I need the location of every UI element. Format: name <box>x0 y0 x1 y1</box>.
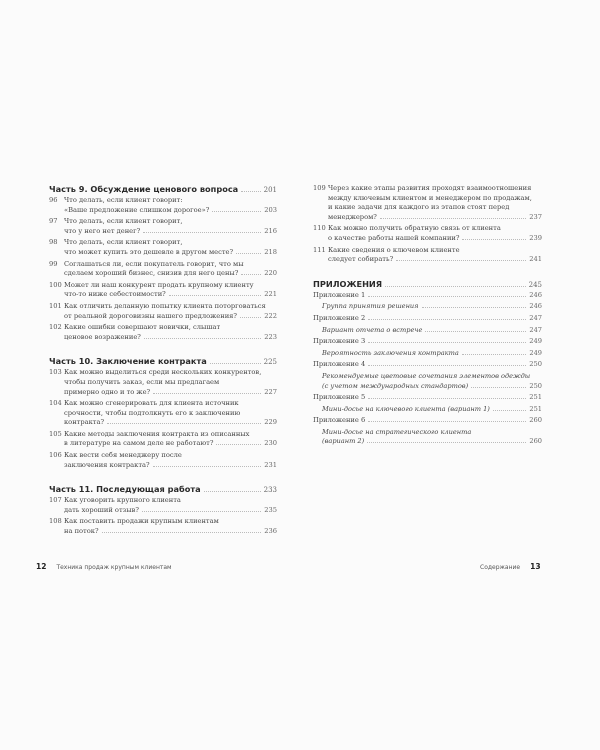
entry-last-line <box>322 349 542 359</box>
section-heading[interactable] <box>49 356 277 366</box>
entry-line: Что делать, если клиент говорит: <box>64 196 183 204</box>
dot-leader <box>107 423 261 424</box>
entry-line: между ключевым клиентом и менеджером по продажам, <box>328 193 532 202</box>
entry-text <box>64 496 277 515</box>
entry-number: 109 <box>313 184 326 192</box>
entry-line: что может купить это дешевле в другом месте? <box>64 247 234 256</box>
entry-line: Может ли наш конкурент продать крупному клиенту <box>64 280 254 289</box>
left-folio: 12 <box>36 562 47 571</box>
entry-number: 106 <box>49 451 62 460</box>
entry-text <box>64 517 277 536</box>
page-number: 201 <box>263 186 277 194</box>
page-number: 250 <box>529 381 542 390</box>
section-title: ПРИЛОЖЕНИЯ <box>313 278 383 289</box>
dot-leader <box>142 511 261 512</box>
page-number: 216 <box>264 226 277 235</box>
entry-last-line <box>64 418 277 428</box>
entry-text <box>64 196 277 215</box>
section-gap <box>49 344 277 356</box>
dot-leader <box>212 211 261 212</box>
entry-last-line <box>64 248 277 258</box>
page-number: 251 <box>529 393 542 402</box>
section-heading[interactable] <box>49 484 277 494</box>
entry-number: 96 <box>49 196 58 204</box>
dot-leader <box>204 491 261 492</box>
appendix-label: Приложение 6 <box>313 416 366 425</box>
dot-leader <box>368 398 526 399</box>
page-number: 251 <box>529 404 542 413</box>
entry-last-line <box>64 388 277 398</box>
entry-last-line <box>64 312 277 322</box>
entry-line: что у него нет денег? <box>64 226 141 235</box>
page-number: 249 <box>529 337 542 346</box>
page-number: 250 <box>529 360 542 369</box>
entry-line: «Ваше предложение слишком дорогое»? <box>64 205 210 214</box>
left-footer <box>36 562 172 571</box>
page-number: 260 <box>529 437 542 446</box>
toc-entry[interactable] <box>49 517 277 536</box>
appendix-entry[interactable] <box>313 360 542 370</box>
entry-line: Как поставить продажи крупным клиентам <box>64 517 219 526</box>
toc-entry[interactable] <box>313 246 542 265</box>
entry-number: 105 <box>49 429 62 438</box>
dot-leader <box>368 296 526 297</box>
toc-entry[interactable] <box>49 496 277 515</box>
entry-line: Как уговорить крупного клиента <box>64 496 181 505</box>
entry-text <box>64 368 277 397</box>
entry-number: 97 <box>49 217 58 226</box>
entry-line: в литературе на самом деле не работают? <box>64 439 214 448</box>
entry-number: 99 <box>49 259 58 268</box>
entry-number: 98 <box>49 238 58 247</box>
entry-line: (вариант 2) <box>322 437 365 446</box>
toc-entry[interactable] <box>49 451 277 470</box>
entry-line: Что делать, если клиент говорит, <box>64 238 183 247</box>
page-number: 246 <box>529 302 542 311</box>
page-number: 249 <box>529 348 542 357</box>
entry-line: о качестве работы нашей компании? <box>328 233 460 242</box>
entry-line: Мини-досье на стратегического клиента <box>322 427 472 436</box>
dot-leader <box>368 421 526 422</box>
entry-line: от реальной дороговизны нашего предложения? <box>64 311 237 320</box>
entry-last-line <box>322 437 542 447</box>
dot-leader <box>493 410 527 411</box>
page-number: 231 <box>264 460 277 469</box>
appendix-entry[interactable] <box>313 337 542 347</box>
entry-line: Соглашаться ли, если покупатель говорит, что мы <box>64 259 244 268</box>
right-footer <box>480 562 541 571</box>
entry-text <box>64 217 277 236</box>
section-title: Часть 9. Обсуждение ценового вопроса <box>49 184 239 194</box>
entry-line: что-то ниже себестоимости? <box>64 290 166 299</box>
entry-number: 104 <box>49 399 62 408</box>
entry-line: менеджером? <box>328 212 377 221</box>
entry-line: Вариант отчета о встрече <box>322 325 423 334</box>
page-number: 225 <box>263 358 277 367</box>
dot-leader <box>153 393 261 394</box>
page-number: 203 <box>264 205 277 214</box>
entry-text <box>64 323 277 342</box>
dot-leader <box>425 331 526 332</box>
entry-line: Какие методы заключения контракта из описанных <box>64 429 250 438</box>
page-number: 220 <box>264 269 277 278</box>
dot-leader <box>422 307 527 308</box>
entry-last-line <box>322 382 542 392</box>
entry-last-line <box>64 527 277 537</box>
toc-entry[interactable] <box>49 260 277 279</box>
right-running-title: Содержание <box>480 564 521 571</box>
page-number: 222 <box>264 311 277 320</box>
entry-line: контракта? <box>64 418 105 427</box>
entry-last-line <box>64 461 277 471</box>
entry-text <box>64 430 277 449</box>
toc-entry[interactable] <box>313 184 542 222</box>
appendix-entry[interactable] <box>313 416 542 426</box>
toc-entry[interactable] <box>49 217 277 236</box>
dot-leader <box>368 365 526 366</box>
appendix-entry[interactable] <box>313 314 542 324</box>
page-number: 235 <box>264 505 277 514</box>
section-gap <box>313 267 542 279</box>
entry-line: Какие ошибки совершают новички, слышат <box>64 323 221 332</box>
page-number: 247 <box>529 313 542 322</box>
dot-leader <box>240 317 261 318</box>
dot-leader <box>385 286 526 287</box>
entry-line: Как вести себя менеджеру после <box>64 451 182 460</box>
dot-leader <box>471 387 526 388</box>
entry-line: Какие сведения о ключевом клиенте <box>328 245 460 254</box>
entry-last-line <box>64 506 277 516</box>
entry-number: 103 <box>49 368 62 377</box>
entry-last-line <box>328 234 542 244</box>
entry-line: (с учетом международных стандартов) <box>322 381 469 390</box>
dot-leader <box>367 442 526 443</box>
entry-text <box>328 224 542 243</box>
appendix-label: Приложение 2 <box>313 313 366 322</box>
appendix-subentry[interactable] <box>313 302 542 312</box>
section-heading[interactable] <box>313 279 542 289</box>
appendix-label: Приложение 3 <box>313 337 366 346</box>
entry-text <box>64 238 277 257</box>
section-heading[interactable] <box>49 184 277 194</box>
entry-last-line <box>328 255 542 265</box>
entry-line: Как отличить деланную попытку клиента поторговаться <box>64 301 266 310</box>
appendix-entry[interactable] <box>313 291 542 301</box>
entry-last-line <box>64 333 277 343</box>
dot-leader <box>462 354 527 355</box>
page-number: 218 <box>264 247 277 256</box>
dot-leader <box>102 532 262 533</box>
entry-line: и какие задачи для каждого из этапов стоят перед <box>328 203 510 212</box>
dot-leader <box>169 295 261 296</box>
section-title: Часть 10. Заключение контракта <box>49 356 207 367</box>
appendix-label: Приложение 4 <box>313 360 366 369</box>
section-title: Часть 11. Последующая работа <box>49 484 201 495</box>
entry-last-line <box>328 213 542 223</box>
entry-text <box>64 281 277 300</box>
entry-line: следует собирать? <box>328 255 394 264</box>
appendix-subentry[interactable] <box>313 349 542 359</box>
dot-leader <box>144 338 261 339</box>
toc-entry[interactable] <box>49 302 277 321</box>
entry-line: Мини-досье на ключевого клиента (вариант 1) <box>322 404 490 413</box>
appendix-label: Приложение 5 <box>313 393 366 402</box>
page-number: 241 <box>529 255 542 264</box>
entry-line: сделаем хороший бизнес, снизив для него цены? <box>64 269 239 278</box>
dot-leader <box>143 232 261 233</box>
entry-last-line <box>64 206 277 216</box>
toc-entry[interactable] <box>49 238 277 257</box>
entry-line: Что делать, если клиент говорит, <box>64 217 183 226</box>
entry-line: Как можно получить обратную связь от клиента <box>328 224 501 233</box>
entry-text <box>64 260 277 279</box>
appendix-subentry[interactable] <box>313 372 542 391</box>
toc-entry[interactable] <box>49 323 277 342</box>
entry-last-line <box>322 405 542 415</box>
right-page <box>300 0 600 750</box>
dot-leader <box>236 253 261 254</box>
page-number: 260 <box>529 416 542 425</box>
page-number: 236 <box>264 527 277 536</box>
appendix-subentry[interactable] <box>313 428 542 447</box>
entry-text <box>64 451 277 470</box>
dot-leader <box>153 466 262 467</box>
right-toc-column <box>313 184 542 449</box>
appendix-entry[interactable] <box>313 393 542 403</box>
entry-last-line <box>322 326 542 336</box>
entry-line: на поток? <box>64 527 99 536</box>
entry-line: Группа принятия решения <box>322 302 419 311</box>
page-number: 227 <box>264 387 277 396</box>
entry-line: Как можно сгенерировать для клиента источник <box>64 399 239 408</box>
dot-leader <box>380 218 526 219</box>
entry-text <box>328 246 542 265</box>
appendix-subentry[interactable] <box>313 326 542 336</box>
entry-line: срочности, чтобы подтолкнуть его к заключению <box>64 408 241 417</box>
entry-line: Как можно выделиться среди нескольких конкурентов, <box>64 368 262 377</box>
dot-leader <box>241 191 260 192</box>
page-number: 245 <box>528 280 542 289</box>
entry-last-line <box>64 227 277 237</box>
page-number: 237 <box>529 212 542 221</box>
entry-text <box>64 399 277 428</box>
page-number: 239 <box>529 233 542 242</box>
entry-line: Через какие этапы развития проходят взаимоотношения <box>328 184 532 192</box>
entry-last-line <box>64 290 277 300</box>
page-number: 230 <box>264 439 277 448</box>
page-number: 247 <box>529 325 542 334</box>
entry-number: 110 <box>313 224 326 233</box>
entry-last-line <box>322 302 542 312</box>
dot-leader <box>241 274 261 275</box>
toc-entry[interactable] <box>49 196 277 215</box>
toc-entry[interactable] <box>49 281 277 300</box>
entry-number: 101 <box>49 301 62 310</box>
entry-line: чтобы получить заказ, если мы предлагаем <box>64 377 220 386</box>
appendix-label: Приложение 1 <box>313 290 366 299</box>
left-running-title: Техника продаж крупным клиентам <box>56 564 172 571</box>
dot-leader <box>462 239 526 240</box>
entry-line: ценовое возражение? <box>64 332 141 341</box>
entry-number: 108 <box>49 517 62 526</box>
page-number: 233 <box>263 486 277 495</box>
entry-number: 111 <box>313 245 326 254</box>
entry-number: 102 <box>49 323 62 332</box>
toc-entry[interactable] <box>313 224 542 243</box>
dot-leader <box>210 363 261 364</box>
page-number: 221 <box>264 290 277 299</box>
entry-number: 107 <box>49 496 62 505</box>
toc-entry[interactable] <box>49 368 277 397</box>
entry-line: заключения контракта? <box>64 460 150 469</box>
entry-line: примерно одно и то же? <box>64 387 151 396</box>
page-number: 229 <box>264 418 277 427</box>
toc-entry[interactable] <box>49 430 277 449</box>
entry-text <box>328 184 542 222</box>
appendix-subentry[interactable] <box>313 405 542 415</box>
page-number: 223 <box>264 332 277 341</box>
entry-line: дать хороший отзыв? <box>64 505 139 514</box>
toc-entry[interactable] <box>49 399 277 428</box>
dot-leader <box>368 319 526 320</box>
entry-text <box>64 302 277 321</box>
entry-number: 100 <box>49 280 62 289</box>
entry-line: Рекомендуемые цветовые сочетания элементов одежды <box>322 371 531 380</box>
entry-line: Вероятность заключения контракта <box>322 348 459 357</box>
section-gap <box>49 472 277 484</box>
left-toc-column <box>49 184 277 539</box>
entry-last-line <box>64 439 277 449</box>
entry-last-line <box>64 269 277 279</box>
dot-leader <box>216 444 261 445</box>
dot-leader <box>396 260 526 261</box>
dot-leader <box>368 342 526 343</box>
right-folio: 13 <box>530 562 541 571</box>
page-number: 246 <box>529 290 542 299</box>
